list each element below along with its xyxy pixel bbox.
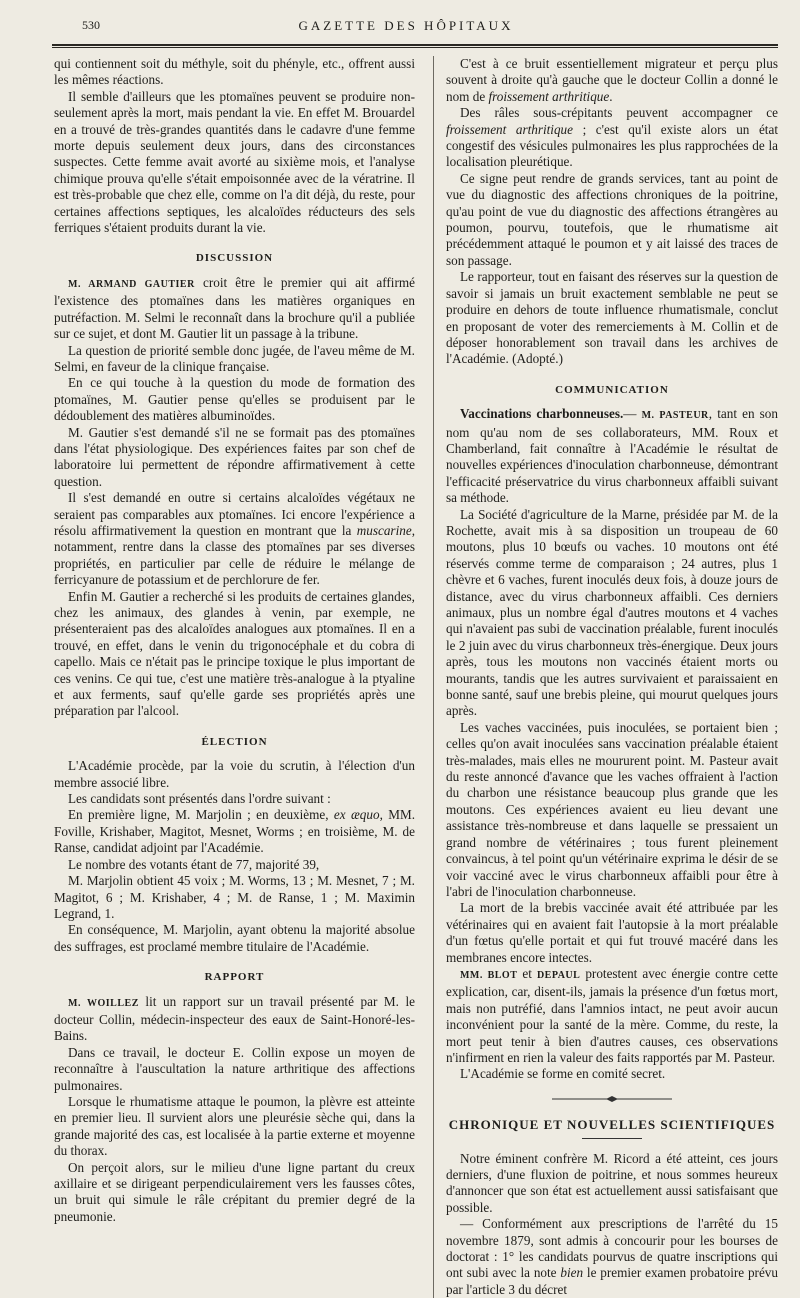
paragraph-text: , tant en son nom qu'au nom de ses collaborateurs, MM. Roux et Chamberland, fait connaître à l'Académie le résultat de nouvelles expériences d'inoculation charbonneuse, démontrant l'efficacité préservatrice du virus charbonneux affaibli suivant sa méthode. <box>445 406 778 506</box>
page-header <box>34 18 778 40</box>
paragraph <box>446 56 778 105</box>
paragraph-text: lit un rapport sur un travail présenté par M. le docteur Collin, médecin-inspecteur des eaux de Saint-Honoré-les-Bains. <box>54 993 415 1044</box>
speaker-name: M. WOILLEZ <box>68 997 139 1009</box>
paragraph: Lorsque le rhumatisme attaque le poumon, la plèvre est atteinte en premier lieu. Il survient alors une pleurésie sèche qui, dans la grande majorité des cas, est localisée à la partie externe et moyenne du thorax. <box>54 1093 415 1159</box>
page-number: 530 <box>82 18 100 32</box>
paragraph <box>54 994 415 1045</box>
paragraph: L'Académie se forme en comité secret. <box>459 1066 666 1082</box>
italic-term: bien <box>560 1265 584 1281</box>
speaker-name: DEPAUL <box>536 969 581 981</box>
paragraph: Enfin M. Gautier a recherché si les produits de certaines glandes, chez les animaux, des glandes à venin, par exemple, ne présenteraient pas des alcaloïdes analogues aux ptomaïnes. Il en a trouvé, en effet, dans le venin du trigonocéphale et du cobra di capello. Mais ce n'était pas le principe toxique le plus important de ces venins. Ce qui tue, c'est une matière très-analogue à la ptyaline et aux ferments, sauf qu'elle garde ses propriétés après une préparation par l'alcool. <box>54 588 415 719</box>
paragraph: La Société d'agriculture de la Marne, présidée par M. de la Rochette, avait mis à sa disposition un troupeau de 60 moutons, plus 10 bœufs ou vaches. 10 moutons ont été réservés comme terme de comparaison ; 24 autres, plus 1 chèvre et 6 vaches, furent inoculés deux fois, à douze jours de distance, avec du virus charbonneux affaibli. Ces derniers animaux, plus un nombre égal d'autres moutons et 4 vaches qui n'avaient pas subi de vaccination préalable, furent inoculés le 2 juin avec du virus charbonneux très-énergique. Deux jours après, tous les moutons non vaccinés étaient morts ou mourants, tandis que les autres survivaient et paraissaient en bonne santé, sauf une brebis pleine, qui mourut quelques jours après. <box>445 506 778 719</box>
paragraph-text: ; c'est qu'il existe alors un état congestif des vésicules pulmonaires les plus rapprochées de la localisation pleurétique. <box>445 121 778 170</box>
paragraph: L'Académie procède, par la voie du scrutin, à l'élection d'un membre associé libre. <box>54 758 415 790</box>
paragraph-text: En première ligne, M. Marjolin ; en deuxième, <box>68 807 334 823</box>
speaker-name: M. ARMAND GAUTIER <box>68 278 195 290</box>
paragraph <box>446 966 778 1066</box>
communication-heading: COMMUNICATION <box>555 383 669 396</box>
paragraph-text: , notamment, rentre dans la classe des ptomaïnes par ses diverses propriétés, en particulier par celle de réduire le mélange de ferricyanure de potassium et de perchlorure de fer. <box>54 522 415 588</box>
paragraph <box>446 105 778 171</box>
paragraph-text: , MM. Foville, Krishaber, Magitot, Mesnet, Worms ; en troisième, M. de Ranse, candidat adjoint par l'Académie. <box>54 807 415 856</box>
paragraph: En ce qui touche à la question du mode de formation des ptomaïnes, M. Gautier pense qu'elles se produisent par le dédoublement des matières albuminoïdes. <box>54 375 415 424</box>
rapport-heading: RAPPORT <box>204 971 265 984</box>
paragraph-text: Il s'est demandé en outre si certains alcaloïdes végétaux ne seraient pas comparables aux ptomaïnes. Ici encore l'expérience a résolu affirmativement la question en montrant que la <box>54 490 415 538</box>
paragraph: Ce signe peut rendre de grands services, tant au point de vue du diagnostic des affections chroniques de la poitrine, qu'au point de vue du diagnostic des affections étrangères au poumon, pourvu, toutefois, que le rhumatisme ait précédemment attaqué le poumon et y ait laissé des traces de son passage. <box>445 170 778 268</box>
ornament-icon <box>552 1095 672 1103</box>
paragraph-text: Des râles sous-crépitants peuvent accompagner ce <box>459 105 778 121</box>
paragraph <box>446 406 778 506</box>
paragraph: qui contiennent soit du méthyle, soit du phényle, etc., offrent aussi les mêmes réactions. <box>54 56 415 88</box>
paragraph: Dans ce travail, le docteur E. Collin expose un moyen de reconnaître à l'auscultation la nature arthritique des affections pulmonaires. <box>54 1044 415 1093</box>
discussion-heading: DISCUSSION <box>195 252 274 265</box>
paragraph-text: le premier examen probatoire prévu par l'article 3 du décret <box>445 1265 778 1297</box>
paragraph: En conséquence, M. Marjolin, ayant obtenu la majorité absolue des suffrages, est proclamé membre titulaire de l'Académie. <box>54 922 415 954</box>
header-rule-thin <box>52 47 778 48</box>
dash: — <box>623 406 642 422</box>
paragraph: La mort de la brebis vaccinée avait été attribuée par les vétérinaires qui en avaient fait l'autopsie à la mort préalable d'un fœtus qu'elle portait et qui fut trouvé macéré dans les membranes encore intectes. <box>445 900 778 965</box>
speaker-name: MM. BLOT <box>459 969 518 981</box>
left-column <box>34 56 415 1298</box>
italic-term: froissement arthritique <box>488 88 610 104</box>
paragraph <box>54 490 415 588</box>
paragraph: Les candidats sont présentés dans l'ordre suivant : <box>68 791 331 807</box>
columns <box>34 56 778 1298</box>
paragraph-text: protestent avec énergie contre cette explication, car, disent-ils, jamais la présence d'un fœtus mort, mais non putréfié, dans l'amnios intact, ne peut avoir aucun inconvénient pour la santé de la mère. Comme, du reste, la mort peut tenir à bien d'autres causes, ces observations n'infirment en rien la valeur des faits rapportés par M. Pasteur. <box>445 965 778 1065</box>
election-heading: ÉLECTION <box>201 735 268 748</box>
right-column <box>433 56 778 1298</box>
header-rule-thick <box>52 44 778 46</box>
speaker-name: M. PASTEUR <box>641 410 709 422</box>
paragraph: Le nombre des votants étant de 77, majorité 39, <box>68 856 320 872</box>
paragraph: La question de priorité semble donc jugée, de l'aveu même de M. Selmi, en faveur de la clinique française. <box>54 342 415 374</box>
chronique-heading: CHRONIQUE ET NOUVELLES SCIENTIFIQUES <box>448 1117 776 1133</box>
paragraph-text: — Conformément aux prescriptions de l'arrêté du 15 novembre 1879, sont admis à concourir pour les bourses de doctorat : 1° les candidats pourvus de quatre inscriptions qui ont subi avec la note <box>445 1216 778 1281</box>
italic-term: ex æquo <box>333 807 380 823</box>
paragraph-text: C'est à ce bruit essentiellement migrateur et perçu plus souvent à droite qu'à gauche que le docteur Collin a donné le nom de <box>445 56 778 104</box>
paragraph: Les vaches vaccinées, puis inoculées, se portaient bien ; celles qu'on avait inoculées sans vaccination préalable étaient très-malades, mais elles ne moururent point. M. Pasteur avait du reste annoncé d'avance que les vaches offraient à l'action du charbon une résistance beaucoup plus grande que les moutons. Ces expériences avaient eu lieu devant une assistance très-nombreuse et dans laquelle se pressaient un grand nombre de vétérinaires ; tous furent pleinement convaincus, à tel point qu'un vétérinaire exprima le désir de se voir vacciné avec le virus charbonneux affaibli pour être à l'abri de l'inoculation charbonneuse. <box>445 719 778 899</box>
paragraph-text: croit être le premier qui ait affirmé l'existence des ptomaïnes dans les matières organiques en putréfaction. M. Selmi le reconnaît dans la brochure qu'il a publiée sur ce sujet, et dont M. Gautier lit un passage à la tribune. <box>54 274 415 342</box>
paragraph <box>54 807 415 856</box>
paragraph: Le rapporteur, tout en faisant des réserves sur la question de savoir si jamais un bruit exactement semblable ne peut se produire en dehors de toute influence rhumatismale, conclut en proposant de voter des remerciements à M. Collin et de déposer honorablement son travail dans les archives de l'Académie. (Adopté.) <box>445 269 778 367</box>
paragraph: Il semble d'ailleurs que les ptomaïnes peuvent se produire non-seulement après la mort, mais pendant la vie. En effet M. Brouardel en a trouvé de très-grandes quantités dans le cadavre d'une femme morte depuis seulement deux jours, dans des circonstances suspectes. Cette femme avait avorté au sixième mois, et l'analyse chimique prouva qu'elle s'était empoisonnée avec de la vératrine. Il est très-probable que chez elle, comme on l'a dit déjà, du reste, pour certaines affections septiques, les alcaloïdes réducteurs des sels ferriques s'étaient produits durant la vie. <box>54 88 415 236</box>
paragraph <box>446 1216 778 1298</box>
paragraph <box>54 275 415 343</box>
short-rule <box>582 1138 642 1139</box>
paragraph-text: . <box>609 88 613 104</box>
paragraph: On perçoit alors, sur le milieu d'une ligne partant du creux axillaire et se dirigeant perpendiculairement vers les fausses côtes, un bruit qui simule le râle crépitant du premier degré de la pneumonie. <box>54 1159 415 1224</box>
paragraph: M. Gautier s'est demandé s'il ne se formait pas des ptomaïnes dans l'état physiologique. Des expériences faites par son chef de laboratoire lui permettent de répondre affirmativement à cette question. <box>54 424 415 489</box>
article-title: Vaccinations charbonneuses. <box>459 406 624 422</box>
paragraph: Notre éminent confrère M. Ricord a été atteint, ces jours derniers, d'une fluxion de poitrine, et nous sommes heureux d'annoncer que son état est actuellement aussi satisfaisant que possible. <box>445 1150 778 1215</box>
italic-term: froissement arthritique <box>445 121 574 137</box>
conjunction: et <box>517 965 537 981</box>
journal-title: GAZETTE DES HÔPITAUX <box>298 18 514 33</box>
ornament-divider <box>446 1091 778 1107</box>
italic-term: muscarine <box>356 522 412 538</box>
paragraph: M. Marjolin obtient 45 voix ; M. Worms, 13 ; M. Mesnet, 7 ; M. Magitot, 6 ; M. Krishaber, 4 ; M. de Ranse, 1 ; M. Maximin Legrand, 1. <box>54 873 415 921</box>
